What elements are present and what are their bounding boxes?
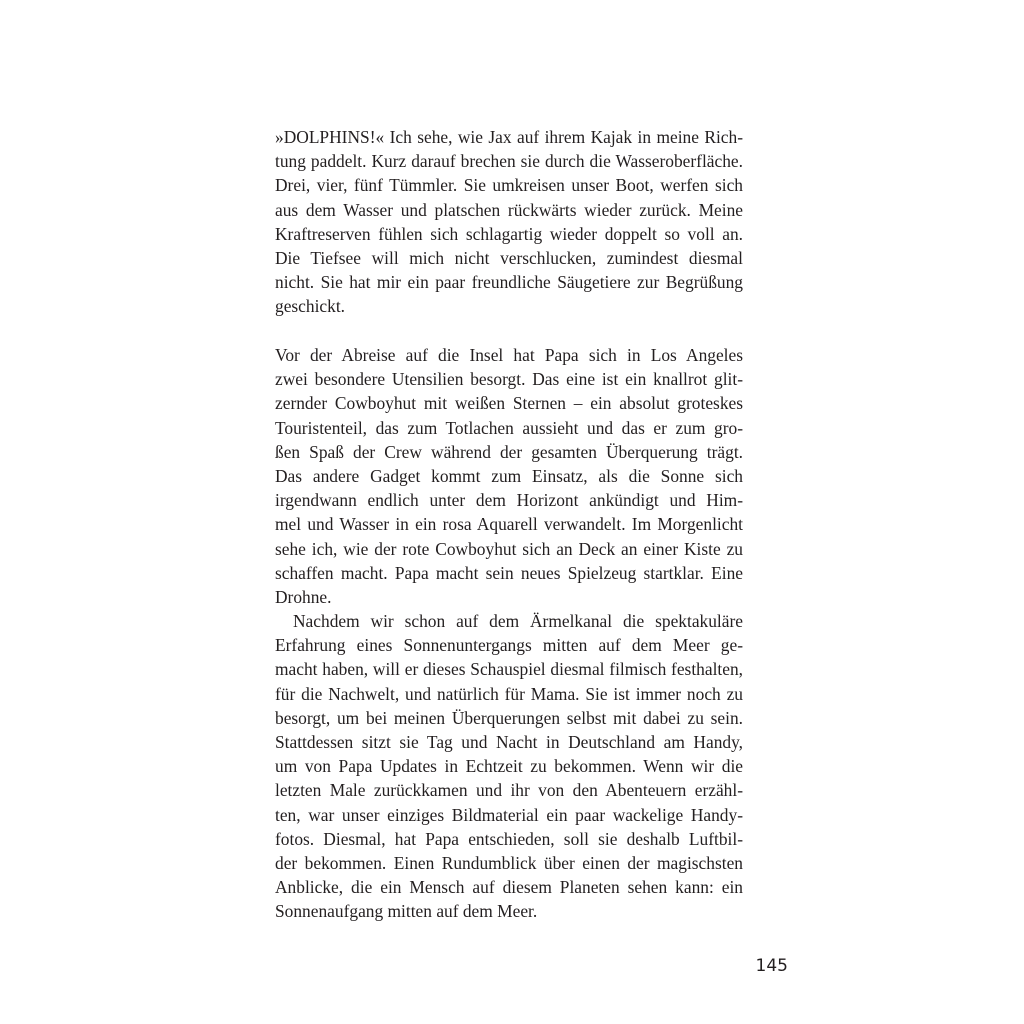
text-line: Drei, vier, fünf Tümmler. Sie umkreisen unser Boot, werfen sich [275,175,743,196]
text-line: geschickt. [275,296,346,317]
text-line: macht haben, will er dieses Schauspiel diesmal filmisch festhalten, [275,659,743,680]
page-number: 145 [755,956,788,976]
text-line: mel und Wasser in ein rosa Aquarell verwandelt. Im Morgenlicht [275,514,743,535]
text-line: »DOLPHINS!« Ich sehe, wie Jax auf ihrem Kajak in meine Rich- [275,127,743,147]
text-line: ten, war unser einziges Bildmaterial ein paar wackelige Handy- [275,804,743,825]
text-line: Sonnenaufgang mitten auf dem Meer. [275,901,538,922]
text-line: Erfahrung eines Sonnenuntergangs mitten auf dem Meer ge- [275,635,743,656]
text-line: Drohne. [275,586,332,607]
text-line: Die Tiefsee will mich nicht verschlucken, zumindest diesmal [275,247,743,268]
text-line: der bekommen. Einen Rundumblick über einen der magischsten [275,852,743,873]
text-line: ßen Spaß der Crew während der gesamten Überquerung trägt. [275,441,743,462]
text-line: tung paddelt. Kurz darauf brechen sie durch die Wasseroberfläche. [275,151,743,172]
text-line: aus dem Wasser und platschen rückwärts wieder zurück. Meine [275,199,743,220]
text-line: fotos. Diesmal, hat Papa entschieden, soll sie deshalb Luftbil- [275,828,743,849]
text-line: sehe ich, wie der rote Cowboyhut sich an Deck an einer Kiste zu [275,538,743,559]
text-line: zwei besondere Utensilien besorgt. Das eine ist ein knallrot glit- [275,369,743,390]
text-line: Nachdem wir schon auf dem Ärmelkanal die spektakuläre [293,611,743,632]
paragraph-2-and-3 [275,343,743,924]
text-line: letzten Male zurückkamen und ihr von den Abenteuern erzähl- [275,780,743,801]
text-line: Vor der Abreise auf die Insel hat Papa sich in Los Angeles [275,345,743,365]
text-line: Kraftreserven fühlen sich schlagartig wieder doppelt so voll an. [275,223,743,244]
text-line: schaffen macht. Papa macht sein neues Spielzeug startklar. Eine [275,562,743,583]
text-line: Stattdessen sitzt sie Tag und Nacht in Deutschland am Handy, [275,732,743,752]
paragraph-1 [275,125,743,319]
text-line: Anblicke, die ein Mensch auf diesem Planeten sehen kann: ein [275,877,743,898]
text-line: irgendwann endlich unter dem Horizont ankündigt und Him- [275,490,743,511]
text-line: Touristenteil, das zum Totlachen aussieht und das er zum gro- [275,417,743,438]
text-line: besorgt, um bei meinen Überquerungen selbst mit dabei zu sein. [275,707,743,728]
text-line: Das andere Gadget kommt zum Einsatz, als die Sonne sich [275,465,743,486]
text-line: für die Nachwelt, und natürlich für Mama. Sie ist immer noch zu [275,683,743,704]
text-line: um von Papa Updates in Echtzeit zu bekommen. Wenn wir die [275,756,743,777]
text-line: nicht. Sie hat mir ein paar freundliche Säugetiere zur Begrüßung [275,272,743,293]
text-line: zernder Cowboyhut mit weißen Sternen – ein absolut groteskes [275,393,743,414]
